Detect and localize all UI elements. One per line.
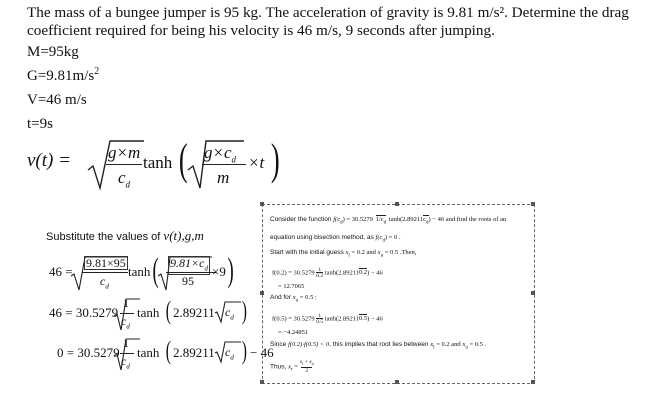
line2-lparen: ( bbox=[165, 296, 171, 325]
given-gravity: $G=9.81m/s^2$ bbox=[27, 66, 100, 84]
problem-statement: The mass of a bungee jumper is 95 kg. The acceleration of gravity is 9.81 m/s². Determine the drag coefficient required for being his velocity is 46 m/s, 9 seconds after jumping. bbox=[27, 4, 629, 39]
formula-lparen: ( bbox=[178, 135, 188, 184]
box-and-for: And for $x_u = 0.5$ : bbox=[270, 294, 317, 304]
box-f02-value: = 12.7065 bbox=[278, 283, 305, 290]
given-time: t=9s bbox=[27, 116, 53, 132]
resize-handle-top-middle[interactable] bbox=[395, 202, 399, 206]
line1-rparen: ) bbox=[227, 252, 234, 289]
line3-one: 1 bbox=[123, 336, 129, 350]
line3-rparen: ) bbox=[241, 336, 247, 365]
box-line-1: Consider the function $f(c_d) = 30.5279$ $1/c_d$ $\tanh(2.89211c_d) - 46$ and find the roots of an bbox=[270, 216, 507, 226]
formula-rparen: ) bbox=[270, 135, 280, 184]
resize-handle-middle-right[interactable] bbox=[531, 291, 535, 295]
line1-inner-numerator: $9.81\times c_d$ bbox=[168, 256, 210, 275]
line3-inner-c: $c_d$ bbox=[225, 345, 234, 362]
line3-lparen: ( bbox=[165, 336, 171, 365]
line3-tanh: tanh bbox=[137, 345, 160, 360]
formula-lhs: v(t) = bbox=[27, 150, 71, 171]
line3-tail: − 46 bbox=[250, 345, 274, 360]
line2-lhs: 46 = 30.5279 bbox=[49, 305, 119, 320]
line2-rparen: ) bbox=[241, 296, 247, 325]
line3-c: $c_d$ bbox=[121, 354, 130, 371]
formula-denominator: $c_d$ bbox=[118, 168, 131, 190]
line1-bar bbox=[82, 272, 128, 273]
formula-fraction-bar bbox=[106, 164, 142, 165]
given-mass: M=95kg bbox=[27, 44, 79, 60]
line2-one: 1 bbox=[123, 296, 129, 310]
formula-numerator: g×m bbox=[108, 143, 141, 162]
line3-inner: 2.89211 bbox=[173, 345, 215, 360]
formula-inner-denominator: m bbox=[217, 168, 230, 187]
formula-tanh: tanh bbox=[143, 153, 173, 172]
substitution-intro: Substitute the values of v(t),g,m bbox=[46, 228, 204, 243]
formula-inner-numerator: $g\times c_d$ bbox=[204, 143, 237, 165]
line1-numerator: 9.81×95 bbox=[86, 256, 126, 270]
line1-tanh: tanh bbox=[128, 264, 151, 279]
resize-handle-middle-left[interactable] bbox=[260, 291, 264, 295]
box-line-3: Start with the initial guess $x_l = 0.2$ and $x_u = 0.5$ .Then, bbox=[270, 249, 417, 259]
formula-times-t: ×t bbox=[248, 153, 265, 172]
box-since: Since f(0.2)·f(0.5) < 0, this implies that root lies between $x_l = 0.2$ and $x_u = 0.5$ . bbox=[270, 341, 487, 351]
line1-lhs: 46 = bbox=[49, 264, 73, 279]
box-f05-value: = −4.24851 bbox=[278, 329, 309, 336]
line2-c: $c_d$ bbox=[121, 314, 130, 331]
resize-handle-top-left[interactable] bbox=[260, 202, 264, 206]
resize-handle-bottom-middle[interactable] bbox=[395, 380, 399, 384]
line2-inner: 2.89211 bbox=[173, 305, 215, 320]
box-f02: $f(0.2) = 30.5279 \frac{1}{0.2} \tanh(2.892110.2) - 46$ bbox=[272, 267, 383, 279]
box-line-2: equation using bisection method, as $f(c_d) = 0$ . bbox=[270, 234, 401, 244]
line1-inner-denominator: 95 bbox=[182, 274, 194, 288]
line1-tail: ×9 bbox=[212, 264, 226, 279]
resize-handle-top-right[interactable] bbox=[531, 202, 535, 206]
line3-lhs: 0 = 30.5279 bbox=[57, 345, 120, 360]
given-velocity: V=46 m/s bbox=[27, 92, 87, 108]
line1-denominator: $c_d$ bbox=[100, 274, 109, 291]
line1-inner-bar bbox=[166, 272, 216, 273]
resize-handle-bottom-right[interactable] bbox=[531, 380, 535, 384]
line1-lparen: ( bbox=[152, 252, 159, 289]
line2-tanh: tanh bbox=[137, 305, 160, 320]
resize-handle-bottom-left[interactable] bbox=[260, 380, 264, 384]
box-thus: Thus, $x_r = x_l + x_u$ 2 bbox=[270, 359, 314, 375]
line2-inner-c: $c_d$ bbox=[225, 305, 234, 322]
formula-inner-fraction-bar bbox=[202, 164, 246, 165]
box-f05: $f(0.5) = 30.5279 \frac{1}{0.5} \tanh(2.892110.5) - 46$ bbox=[272, 313, 383, 325]
